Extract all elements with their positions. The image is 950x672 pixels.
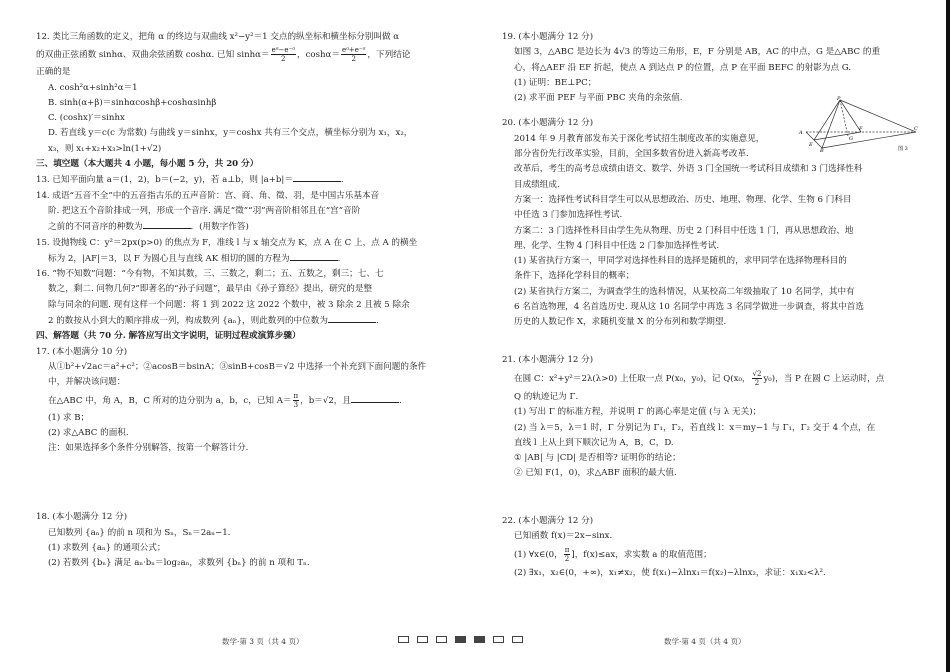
page-indicator: [398, 636, 523, 643]
section-4-heading: 四、解答题（共 70 分. 解答应写出文字说明，证明过程或演算步骤）: [36, 331, 301, 342]
q21-item2: ② 已知 F(1，0)，求△ABF 面积的最大值.: [514, 468, 677, 479]
q18-sub2: (2) 若数列 {bₙ} 满足 aₙ·bₙ＝log₂aₙ，求数列 {bₙ} 的前 n 项和 Tₙ.: [48, 558, 310, 569]
pi-over-3: $\frac{\pi}{3}$: [293, 391, 299, 409]
q20-plan2: 方案二：3 门选择性科目由学生先从物理、历史 2 门科目中任选 1 门，再从思想政治、地: [514, 225, 854, 236]
q20-plan1-cont: 中任选 3 门参加选择性考试.: [514, 210, 623, 221]
q18-heading: 18. (本小题满分 12 分): [36, 512, 128, 523]
q14-line1: 14. 成语“五音不全”中的五音指古乐的五声音阶：宫、商、角、徵、羽，是中国古乐基本音: [36, 190, 380, 201]
q21-line1: 在圆 C：x²+y²＝2λ(λ>0) 上任取一点 P(x₀，y₀)，记 Q(x₀， $\frac{√2}{2}$ y₀)，当 P 在圆 C 上运动时，点: [514, 369, 885, 387]
q15-line2: 标为 2，|AF|＝3，以 F 为圆心且与直线 AK 相切的圆的方程为 .: [36, 251, 451, 267]
page-indicator-box: [493, 636, 504, 643]
q20-heading: 20. (本小题满分 12 分): [502, 118, 594, 129]
q14-line3: 之前的不同音序的种数为 ．(用数字作答): [36, 219, 451, 235]
answer-blank: [293, 172, 341, 182]
answer-blank: [351, 393, 399, 403]
pi-over-2: $\frac{\pi}{2}$: [564, 546, 570, 564]
q12-line3: 正确的是: [36, 67, 71, 78]
sqrt2-over-2: $\frac{√2}{2}$: [752, 369, 762, 387]
q21-sub2: (2) 当 λ＝5，λ＝1 时，Γ 分别记为 Γ₁，Γ₂，若直线 l：x＝my−1 与 Γ₁，Γ₂ 交于 4 个点，在: [514, 422, 876, 433]
q17-heading: 17. (本小题满分 10 分): [36, 346, 128, 357]
q12-option-c: C. (coshx)′＝sinhx: [48, 113, 125, 124]
label-c: C: [914, 126, 918, 132]
q19-line1: 如图 3，△ABC 是边长为 4√3 的等边三角形，E，F 分别是 AB，AC 的中点，G 是△ABC 的重: [514, 47, 881, 58]
edge-stripe: [946, 0, 950, 672]
answer-blank: [290, 251, 338, 261]
q20-plan2-cont: 理、化学、生物 4 门科目中任选 2 门参加选择性考试.: [514, 240, 720, 251]
q12-option-a: A. cosh²α+sinh²α＝1: [48, 82, 138, 93]
page-indicator-box: [512, 636, 523, 643]
q19-sub1: (1) 证明：BE⊥PC；: [514, 77, 597, 88]
q16-line1: 16. “物不知数”问题：“今有物，不知其数，三、三数之，剩二；五、五数之，剩三；七、七: [36, 269, 384, 280]
left-column: [36, 30, 451, 572]
figure-caption: 图 3: [898, 146, 908, 152]
q17-line3: 在△ABC 中，角 A，B，C 所对的边分别为 a，b，c，已知 A＝ $\frac{\pi}{3}$ ，b＝√2，且 .: [48, 391, 402, 409]
figure-3-diagram: [798, 96, 920, 152]
q20-line1: 2014 年 9 月教育部发布关于深化考试招生制度改革的实施意见，: [514, 133, 765, 144]
q20-line3: 改革后，考生的高考总成绩由语文、数学、外语 3 门全国统一考试科目成绩和 3 门选择性科: [514, 164, 863, 175]
q19-sub2: (2) 求平面 PEF 与平面 PBC 夹角的余弦值.: [514, 93, 683, 104]
q21-sub1: (1) 写出 Γ 的标准方程，并说明 Γ 的离心率是定值 (与 λ 无关)；: [514, 407, 762, 418]
page-indicator-box: [436, 636, 447, 643]
label-a: A: [799, 130, 803, 136]
label-g: G: [849, 136, 853, 142]
label-f: F: [859, 126, 863, 132]
q20-sub2-cont: 6 名首选物理，4 名首选历史. 现从这 10 名同学中再选 3 名同学做进一步调查，将其中首选: [514, 302, 864, 313]
footer-page-3: 数学·第 3 页（共 4 页）: [222, 637, 304, 646]
q20-line2: 部分省份先行改革实验，目前，全国多数省份进入新高考改革.: [514, 149, 749, 160]
page-indicator-box: [417, 636, 428, 643]
q17-sub1: (1) 求 B；: [48, 412, 90, 423]
q17-line1: 从①b²+√2ac＝a²+c²；②acosB＝bsinA；③sinB+cosB＝√2 中选择一个补充到下面问题的条件: [48, 361, 427, 372]
section-3-heading: 三、填空题（本大题共 4 小题，每小题 5 分，共 20 分）: [36, 159, 259, 170]
q21-heading: 21. (本小题满分 12 分): [502, 354, 594, 365]
q19-heading: 19. (本小题满分 12 分): [502, 32, 594, 42]
q12-option-d: D. 若直线 y＝c(c 为常数) 与曲线 y＝sinhx，y＝coshx 共有三个交点，横坐标分别为 x₁，x₂，: [48, 128, 413, 139]
q17-note: 注：如果选择多个条件分别解答，按第一个解答计分.: [48, 443, 249, 454]
page-indicator-box: [474, 636, 485, 643]
q18-line1: 已知数列 {aₙ} 的前 n 项和为 Sₙ，Sₙ＝2aₙ−1.: [48, 527, 231, 538]
q12-line1: 12. 类比三角函数的定义，把角 α 的终边与双曲线 x²−y²＝1 交点的纵坐标和横坐标分别叫做 α: [36, 32, 400, 42]
q15-line1: 15. 设抛物线 C：y²＝2px(p>0) 的焦点为 F，准线 l 与 x 轴交点为 K，点 A 在 C 上，点 A 的横坐: [36, 237, 418, 248]
q20-sub2-cont2: 历史的人数记作 X，求随机变量 X 的分布列和数学期望.: [514, 317, 727, 328]
q13: 13. 已知平面向量 a＝(1，2)，b＝(−2，y)，若 a⊥b，则 |a+b|＝ .: [36, 172, 451, 188]
q21-line2: Q 的轨迹记为 Γ.: [514, 391, 579, 402]
footer-page-4: 数学·第 4 页（共 4 页）: [664, 637, 746, 646]
q20-sub1-cont: 条件下，选择化学科目的概率；: [514, 271, 635, 282]
q17-sub2: (2) 求△ABC 的面积.: [48, 427, 129, 438]
answer-blank: [328, 313, 376, 323]
q16-line4: 2 的数按从小到大的顺序排成一列，构成数列 {aₙ}，则此数列的中位数为 .: [36, 313, 451, 329]
answer-blank: [143, 219, 191, 229]
q18-sub1: (1) 求数列 {aₙ} 的通项公式；: [48, 543, 166, 554]
q21-item1: ① |AB| 与 |CD| 是否相等? 证明你的结论；: [514, 453, 681, 464]
q17-line2: 中，并解决该问题：: [48, 377, 126, 388]
sinh-fraction: $\frac{\text{eᵅ−e⁻ᵅ}}{2}$: [271, 46, 296, 64]
label-p: P: [837, 96, 841, 102]
q16-line2: 数之，剩二. 问物几何?”即著名的“孙子问题”，最早由《孙子算经》提出，研究的是整: [48, 284, 373, 295]
cosh-fraction: $\frac{\text{eᵅ+e⁻ᵅ}}{2}$: [341, 46, 366, 64]
q14-line2: 阶. 把这五个音阶排成一列，形成一个音序. 满足“徵”“羽”两音阶相邻且在“宫”音阶: [48, 205, 361, 216]
q12-line2: 的双曲正弦函数 sinhα、双曲余弦函数 coshα. 已知 sinhα＝ $\frac{\text{eᵅ−e⁻ᵅ}}{2}$ ，coshα＝ $\frac{\text{eᵅ+e⁻ᵅ}}{2}$ ，下列结论: [36, 46, 411, 64]
q20-sub1: (1) 某省执行方案一，甲同学对选择性科目的选择是随机的，求甲同学在选择物理科目的: [514, 256, 847, 267]
q21-sub2-cont: 直线 l 上从上到下顺次记为 A，B，C，D.: [514, 437, 674, 448]
label-b: B: [820, 148, 824, 152]
q22-sub1: (1) ∀x∈(0， $\frac{\pi}{2}$ ]，f(x)≤ax，求实数 a 的取值范围；: [514, 546, 712, 564]
q16-line3: 除与同余的问题. 现有这样一个问题：将 1 到 2022 这 2022 个数中，被 3 除余 2 且被 5 除余: [48, 299, 410, 310]
label-e: E: [809, 142, 813, 148]
q20-sub2: (2) 某省执行方案二，为调查学生的选科情况，从某校高二年级抽取了 10 名同学，其中有: [514, 286, 855, 297]
q12-option-b: B. sinh(α+β)＝sinhαcoshβ+coshαsinhβ: [48, 97, 217, 108]
page-indicator-box: [455, 636, 466, 643]
q22-heading: 22. (本小题满分 12 分): [502, 515, 594, 526]
q22-sub2: (2) ∃x₁，x₂∈(0，+∞)，x₁≠x₂，使 f(x₁)−λlnx₁＝f(x₂)−λlnx₂，求证：x₁x₂<λ².: [514, 568, 826, 579]
q22-line1: 已知函数 f(x)＝2x−sinx.: [514, 531, 613, 542]
q20-line4: 目成绩组成.: [514, 179, 560, 190]
q19-line2: 心，将△AEF 沿 EF 折起，使点 A 到达点 P 的位置，点 P 在平面 BEFC 的射影为点 G.: [514, 62, 852, 73]
q20-plan1: 方案一：选择性考试科目学生可以从思想政治、历史、地理、物理、化学、生物 6 门科目: [514, 194, 852, 205]
page-indicator-box: [398, 636, 409, 643]
q12-option-d-cont: x₃，则 x₁+x₂+x₃>ln(1+√2): [48, 143, 162, 154]
